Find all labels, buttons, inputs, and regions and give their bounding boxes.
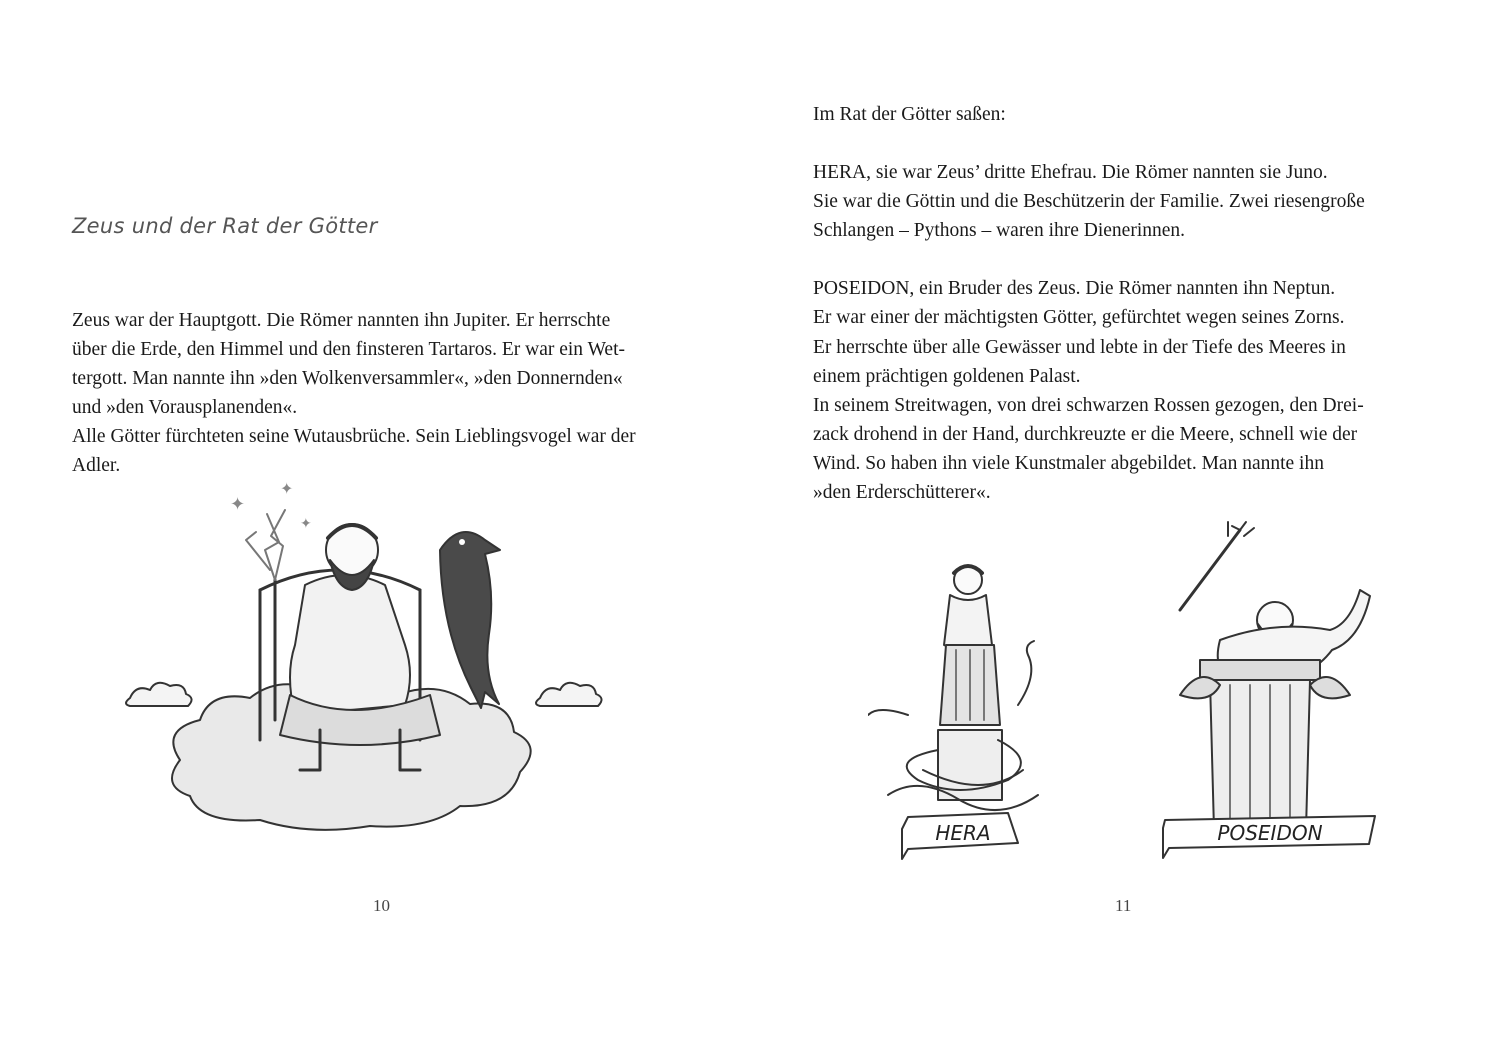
text-line: HERA, sie war Zeus’ dritte Ehefrau. Die Römer nannten sie Juno. [813, 162, 1328, 184]
text-line: Sie war die Göttin und die Beschützerin der Familie. Zwei riesengroße [813, 191, 1365, 213]
poseidon-banner: POSEIDON [1217, 821, 1323, 845]
right-page [750, 0, 1500, 1056]
text-line: In seinem Streitwagen, von drei schwarzen Rossen gezogen, den Drei- [813, 394, 1364, 416]
text-line: einem prächtigen goldenen Palast. [813, 365, 1081, 387]
text-line: Adler. [72, 455, 121, 477]
text-line: über die Erde, den Himmel und den finsteren Tartaros. Er war ein Wet- [72, 339, 625, 361]
text-line: Er herrschte über alle Gewässer und lebte in der Tiefe des Meeres in [813, 336, 1346, 358]
text-line: zack drohend in der Hand, durchkreuzte er die Meere, schnell wie der [813, 423, 1358, 445]
page-number: 11 [1115, 896, 1132, 915]
svg-text:✦: ✦ [280, 479, 294, 498]
text-line: »den Erderschütterer«. [813, 482, 991, 504]
hera-banner: HERA [935, 821, 991, 845]
text-line: Wind. So haben ihn viele Kunstmaler abgebildet. Man nannte ihn [813, 452, 1324, 474]
text-line: Alle Götter fürchteten seine Wutausbrüche. Sein Lieblingsvogel war der [72, 426, 636, 448]
chapter-title: Zeus und der Rat der Götter [72, 214, 378, 238]
zeus-paragraph [72, 306, 692, 481]
text-line: und »den Vorausplanenden«. [72, 397, 298, 419]
svg-text:✦: ✦ [300, 516, 312, 532]
text-line: Er war einer der mächtigsten Götter, gefürchtet wegen seines Zorns. [813, 307, 1345, 329]
text-line: tergott. Man nannte ihn »den Wolkenversammler«, »den Donnernden« [72, 368, 623, 390]
poseidon-illustration [1140, 520, 1410, 865]
zeus-illustration [110, 470, 630, 840]
hera-illustration [868, 555, 1058, 865]
text-line: Zeus war der Hauptgott. Die Römer nannten ihn Jupiter. Er herrschte [72, 310, 611, 331]
svg-text:✦: ✦ [230, 494, 246, 515]
text-line: Schlangen – Pythons – waren ihre Dienerinnen. [813, 220, 1186, 242]
gods-council-text [813, 100, 1433, 507]
text-line: POSEIDON, ein Bruder des Zeus. Die Römer nannten ihn Neptun. [813, 278, 1336, 300]
intro-line: Im Rat der Götter saßen: [813, 104, 1006, 125]
page-number: 10 [373, 896, 390, 915]
